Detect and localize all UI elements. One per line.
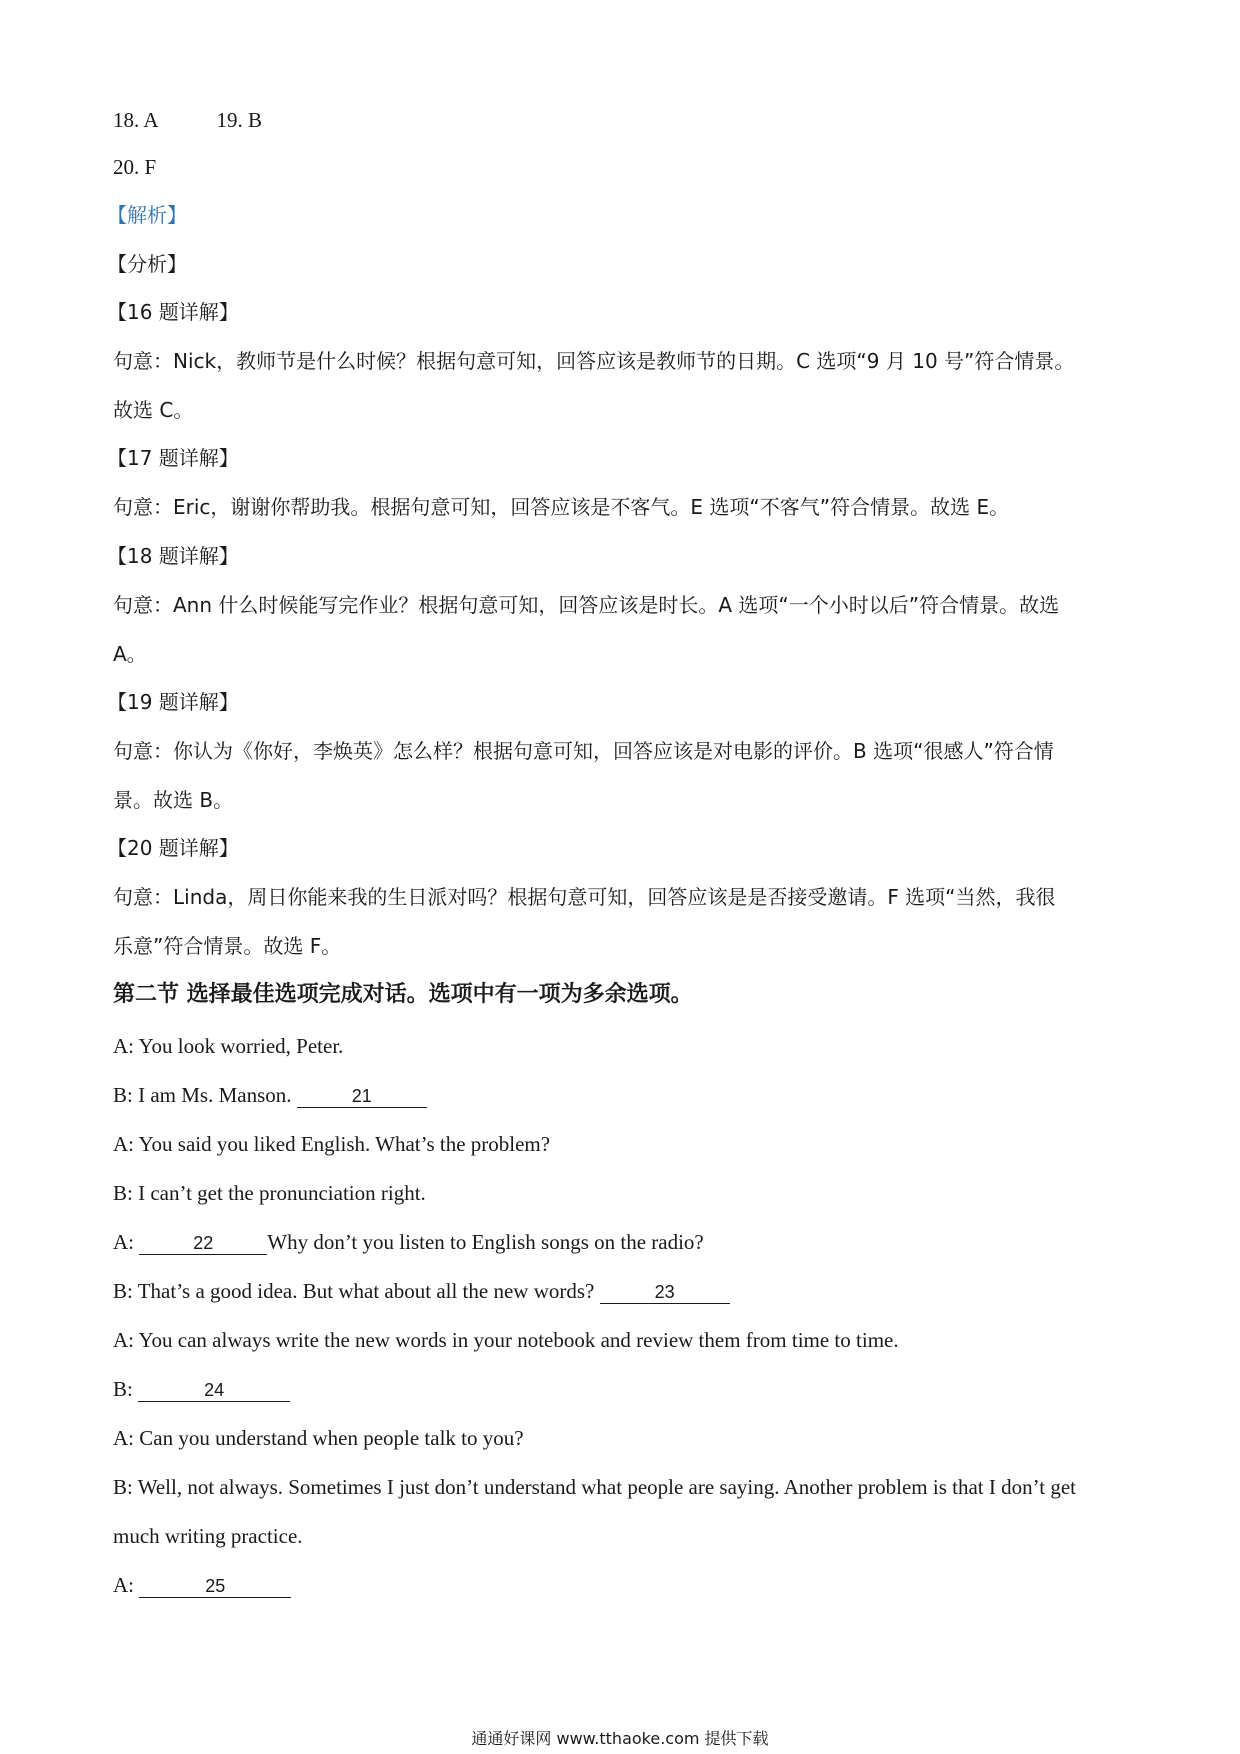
section-heading: 第二节 选择最佳选项完成对话。选项中有一项为多余选项。	[113, 982, 693, 1007]
q20-title: 【20 题详解】	[107, 836, 239, 860]
dialogue-line-2-text: B: I am Ms. Manson.	[113, 1083, 292, 1107]
q20-explanation-line1: 句意：Linda，周日你能来我的生日派对吗？根据句意可知，回答应该是是否接受邀请。F 选项“当然，我很	[113, 885, 1056, 909]
q16-title: 【16 题详解】	[107, 300, 239, 324]
q18-explanation-line2: A。	[113, 642, 147, 666]
dialogue-line-10: B: Well, not always. Sometimes I just don’t understand what people are saying. Another problem is that I don’t get	[113, 1475, 1076, 1499]
q20-explanation-line2: 乐意”符合情景。故选 F。	[113, 934, 342, 958]
dialogue-line-6-text: B: That’s a good idea. But what about all the new words?	[113, 1279, 595, 1303]
page-footer: 通通好课网 www.tthaoke.com 提供下载	[471, 1729, 769, 1748]
dialogue-line-8	[113, 1375, 290, 1403]
dialogue-line-4: B: I can’t get the pronunciation right.	[113, 1181, 426, 1205]
fenxi-label: 【分析】	[107, 252, 187, 276]
dialogue-line-8-speaker: B:	[113, 1377, 133, 1401]
dialogue-line-11: much writing practice.	[113, 1524, 303, 1548]
dialogue-line-2	[113, 1081, 427, 1109]
blank-23[interactable]: 23	[600, 1281, 730, 1304]
q19-explanation-line2: 景。故选 B。	[113, 788, 234, 812]
answer-20: 20. F	[113, 155, 157, 179]
dialogue-line-12	[113, 1571, 291, 1599]
q16-explanation-line1: 句意：Nick，教师节是什么时候？根据句意可知，回答应该是教师节的日期。C 选项“9 月 10 号”符合情景。	[113, 349, 1075, 373]
dialogue-line-5-speaker: A:	[113, 1230, 134, 1254]
blank-21[interactable]: 21	[297, 1085, 427, 1108]
dialogue-line-9: A: Can you understand when people talk to you?	[113, 1426, 524, 1450]
answer-19: 19. B	[216, 108, 263, 132]
q19-explanation-line1: 句意：你认为《你好，李焕英》怎么样？根据句意可知，回答应该是对电影的评价。B 选项“很感人”符合情	[113, 739, 1054, 763]
dialogue-line-5-text: Why don’t you listen to English songs on the radio?	[267, 1230, 704, 1254]
q18-explanation-line1: 句意：Ann 什么时候能写完作业？根据句意可知，回答应该是时长。A 选项“一个小时以后”符合情景。故选	[113, 593, 1060, 617]
q16-explanation-line2: 故选 C。	[113, 398, 194, 422]
blank-22[interactable]: 22	[139, 1232, 267, 1255]
dialogue-line-1: A: You look worried, Peter.	[113, 1034, 344, 1058]
answer-18: 18. A	[113, 108, 159, 132]
blank-25[interactable]: 25	[139, 1575, 291, 1598]
blank-24[interactable]: 24	[138, 1379, 290, 1402]
answers-row-18-19	[113, 106, 262, 134]
dialogue-line-12-speaker: A:	[113, 1573, 134, 1597]
q18-title: 【18 题详解】	[107, 544, 239, 568]
q19-title: 【19 题详解】	[107, 690, 239, 714]
dialogue-line-7: A: You can always write the new words in your notebook and review them from time to time.	[113, 1328, 899, 1352]
dialogue-line-3: A: You said you liked English. What’s the problem?	[113, 1132, 551, 1156]
jiexi-label: 【解析】	[107, 203, 187, 227]
dialogue-line-5	[113, 1228, 704, 1256]
q17-title: 【17 题详解】	[107, 446, 239, 470]
dialogue-line-6	[113, 1277, 730, 1305]
q17-explanation-line1: 句意：Eric，谢谢你帮助我。根据句意可知，回答应该是不客气。E 选项“不客气”符合情景。故选 E。	[113, 495, 1010, 519]
